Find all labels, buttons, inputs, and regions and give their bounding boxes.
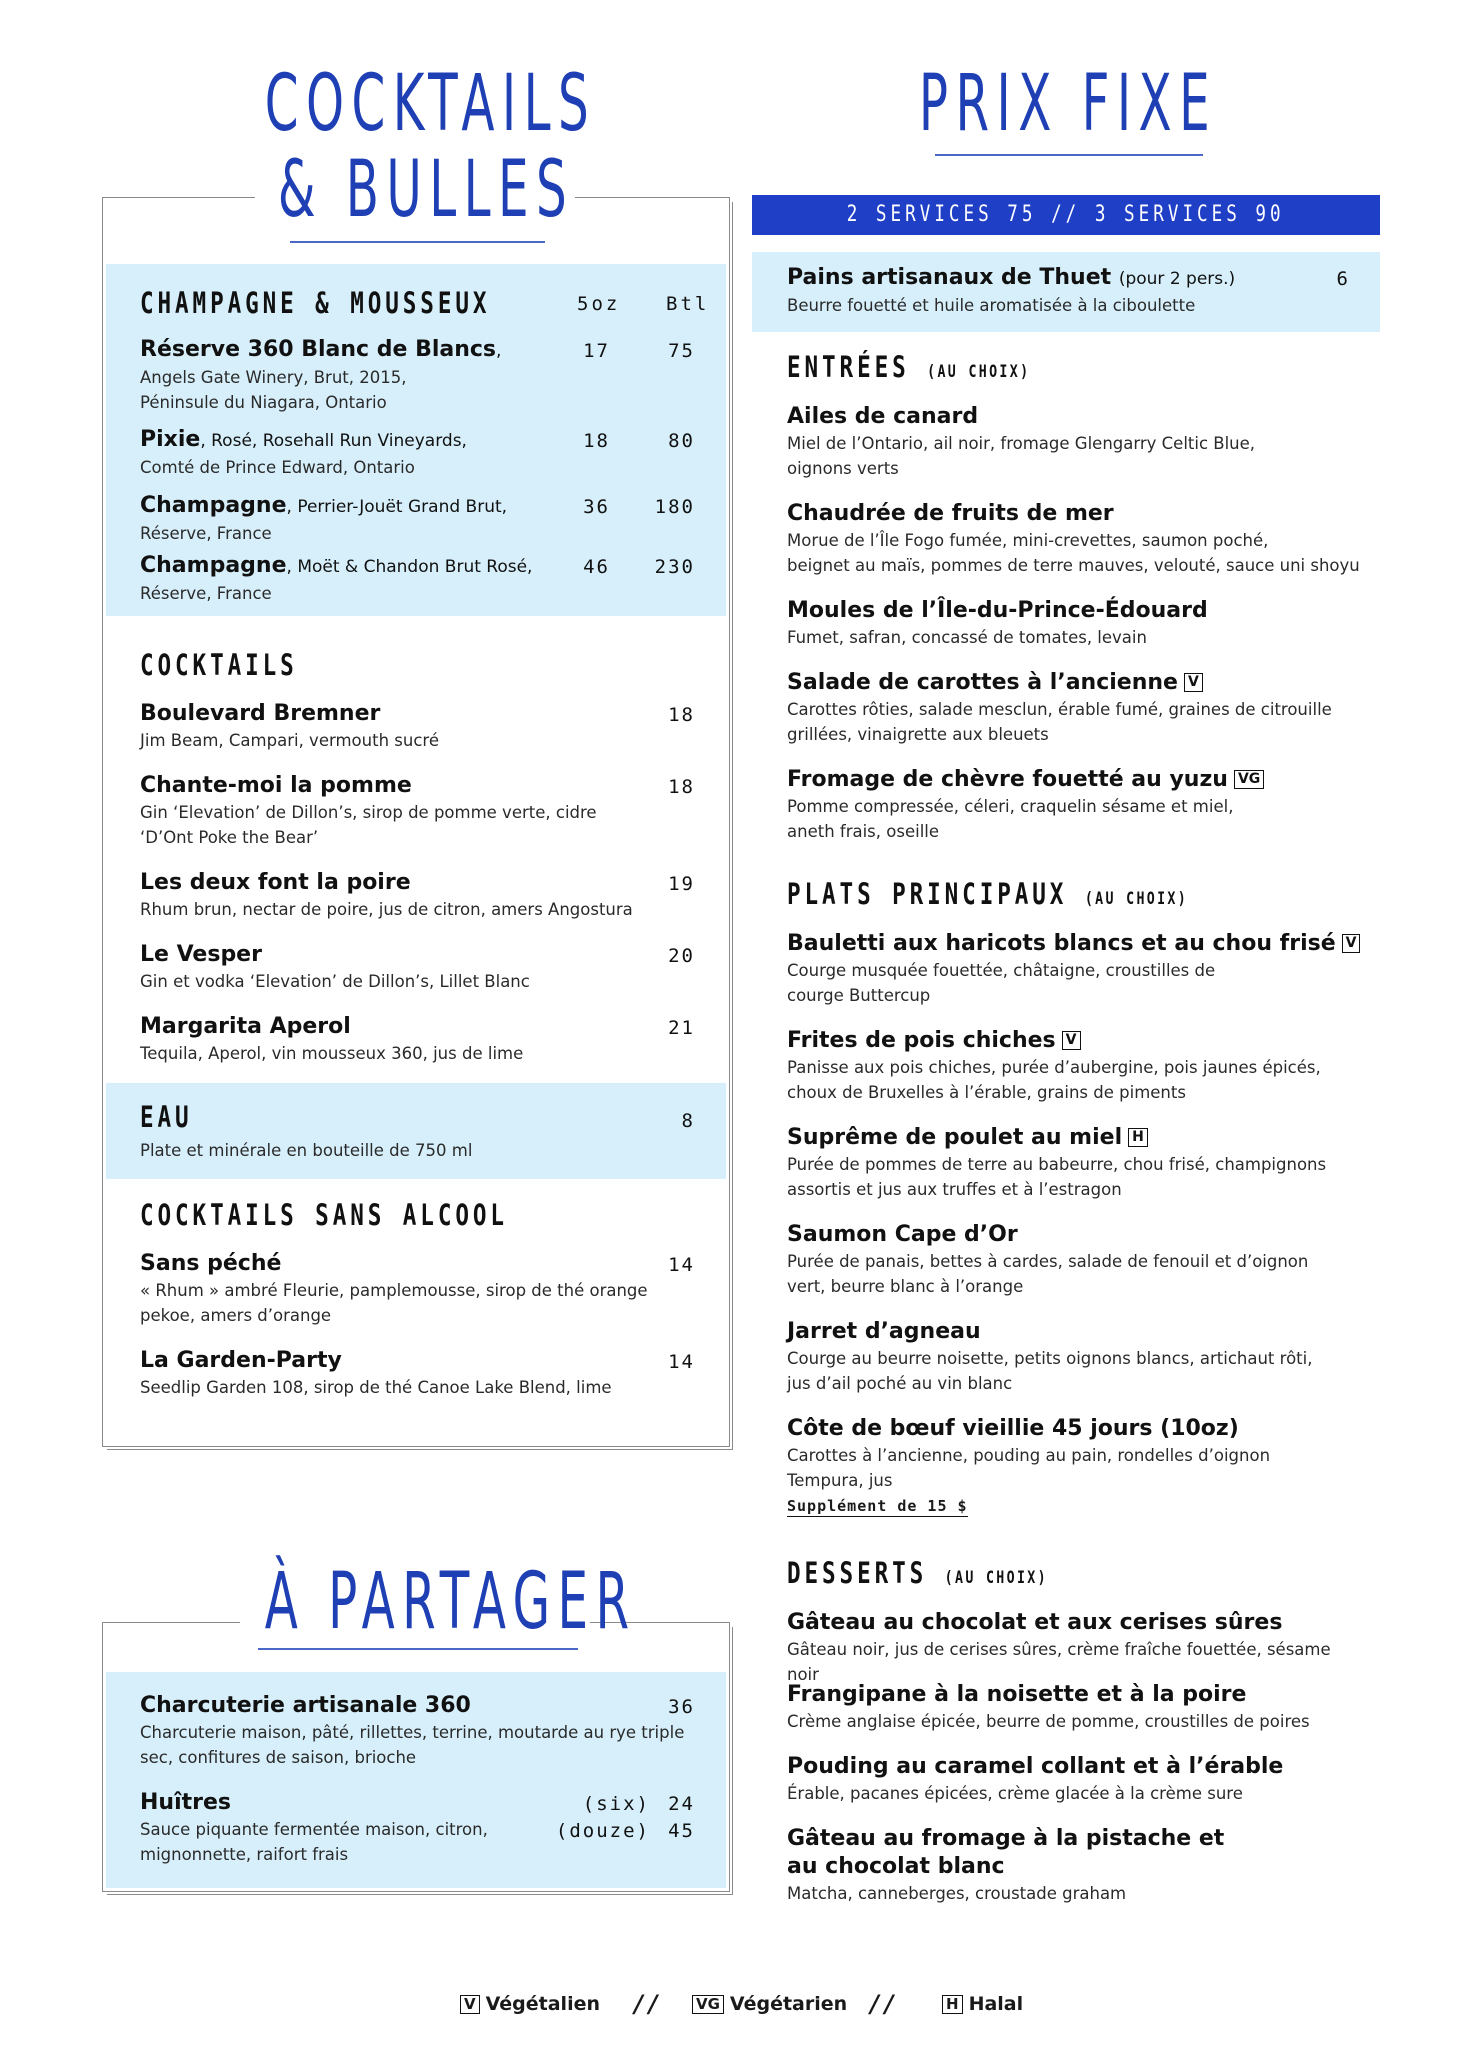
entree-item: Ailes de canard Miel de l’Ontario, ail noir, fromage Glengarry Celtic Blue, oignons verts: [787, 404, 1256, 478]
col-5oz: 5oz: [577, 293, 621, 315]
cocktail-item: Les deux font la poire Rhum brun, nectar de poire, jus de citron, amers Angostura: [140, 870, 633, 919]
vegan-badge: V: [1062, 1031, 1081, 1050]
bread-price: 6: [1336, 268, 1350, 290]
price-5oz: 36: [583, 496, 610, 518]
oyster-qty-douze: (douze): [555, 1820, 650, 1842]
plat-item: Jarret d’agneau Courge au beurre noisette, petits oignons blancs, artichaut rôti, jus d’ail poché au vin blanc: [787, 1319, 1313, 1393]
price-btl: 80: [668, 430, 695, 452]
plat-item: Bauletti aux haricots blancs et au chou frisé V Courge musquée fouettée, châtaigne, croustilles de courge Buttercup: [787, 930, 1367, 1008]
price-5oz: 17: [583, 340, 610, 362]
share-item: Charcuterie artisanale 360 Charcuterie maison, pâté, rillettes, terrine, moutarde au rye triple sec, confitures de saison, brioche: [140, 1693, 685, 1767]
oyster-price-six: 24: [668, 1793, 695, 1815]
cocktail-price: 21: [668, 1017, 695, 1039]
cocktail-price: 19: [668, 873, 695, 895]
legend-vegan-label: Végétalien: [485, 1993, 600, 2015]
oyster-qty-six: (six): [582, 1793, 650, 1815]
cocktail-item: Chante-moi la pomme Gin ‘Elevation’ de Dillon’s, sirop de pomme verte, cidre ‘D’Ont Poke the Bear’: [140, 773, 597, 847]
halal-badge: H: [1128, 1128, 1148, 1147]
legend-separator: //: [632, 1990, 661, 2018]
cocktails-title-line1: COCKTAILS: [264, 59, 597, 149]
dessert-item: Frangipane à la noisette et à la poire Crème anglaise épicée, beurre de pomme, croustilles de poires: [787, 1682, 1310, 1731]
cocktail-price: 20: [668, 945, 695, 967]
champagne-item: Réserve 360 Blanc de Blancs, Angels Gate Winery, Brut, 2015, Péninsule du Niagara, Ontario: [140, 337, 502, 412]
oyster-price-douze: 45: [668, 1820, 695, 1842]
halal-badge: H: [942, 1995, 963, 2014]
mocktail-price: 14: [668, 1254, 695, 1276]
dessert-item: Pouding au caramel collant et à l’érable Érable, pacanes épicées, crème glacée à la crème sure: [787, 1754, 1284, 1803]
entrees-heading: ENTRÉES (AU CHOIX): [787, 350, 1031, 384]
legend-vegetarian: [692, 1993, 847, 2015]
legend-separator: //: [868, 1990, 897, 2018]
cocktail-item: Le Vesper Gin et vodka ‘Elevation’ de Dillon’s, Lillet Blanc: [140, 942, 530, 991]
eau-band: [106, 1083, 726, 1179]
supplement-note: Supplément de 15 $: [787, 1497, 968, 1515]
mocktail-item: La Garden-Party Seedlip Garden 108, sirop de thé Canoe Lake Blend, lime: [140, 1348, 612, 1397]
sans-alcool-heading: COCKTAILS SANS ALCOOL: [140, 1198, 508, 1232]
plat-item: Frites de pois chiches V Panisse aux pois chiches, purée d’aubergine, pois jaunes épicés, choux de Bruxelles à l’érable, grains de piments: [787, 1028, 1321, 1102]
share-item: Huîtres Sauce piquante fermentée maison, citron, mignonnette, raifort frais: [140, 1790, 488, 1864]
prix-fixe-banner: [752, 195, 1380, 235]
bread-item: Pains artisanaux de Thuet (pour 2 pers.) Beurre fouetté et huile aromatisée à la ciboulette: [787, 265, 1236, 315]
vegan-badge: V: [1184, 673, 1203, 692]
cocktail-item: Boulevard Bremner Jim Beam, Campari, vermouth sucré: [140, 701, 439, 750]
prix-fixe-underline: [935, 154, 1203, 156]
plat-item: Saumon Cape d’Or Purée de panais, bettes à cardes, salade de fenouil et d’oignon vert, beurre blanc à l’orange: [787, 1222, 1309, 1296]
plat-item: Suprême de poulet au miel H Purée de pommes de terre au babeurre, chou frisé, champignons assortis et jus aux truffes et à l’estragon: [787, 1125, 1327, 1199]
vegan-badge: V: [1342, 934, 1361, 953]
dessert-item: Gâteau au chocolat et aux cerises sûres Gâteau noir, jus de cerises sûres, crème fraîche fouettée, sésame noir: [787, 1610, 1331, 1684]
champagne-item: Champagne, Moët & Chandon Brut Rosé, Réserve, France: [140, 553, 533, 603]
vegetarian-badge: VG: [692, 1995, 724, 2014]
plat-item: Côte de bœuf vieillie 45 jours (10oz) Carottes à l’ancienne, pouding au pain, rondelles d’oignon Tempura, jus: [787, 1416, 1271, 1490]
legend-halal: [942, 1993, 1023, 2015]
cocktails-title-line2: & BULLES: [277, 145, 575, 235]
entree-item: Fromage de chèvre fouetté au yuzu VG Pomme compressée, céleri, craquelin sésame et miel, aneth frais, oseille: [787, 766, 1367, 844]
cocktail-item: Margarita Aperol Tequila, Aperol, vin mousseux 360, jus de lime: [140, 1014, 524, 1063]
price-btl: 230: [654, 556, 695, 578]
dessert-item: Gâteau au fromage à la pistache et au chocolat blanc Matcha, canneberges, croustade graham: [787, 1826, 1225, 1903]
entree-item: Moules de l’Île-du-Prince-Édouard Fumet, safran, concassé de tomates, levain: [787, 598, 1208, 647]
champagne-heading: CHAMPAGNE & MOUSSEUX: [140, 286, 491, 320]
entree-item: Salade de carottes à l’ancienne V Carottes rôties, salade mesclun, érable fumé, graines de citrouille grillées, vinaigrette aux bleuets: [787, 670, 1332, 744]
cocktails-heading: COCKTAILS: [140, 648, 298, 682]
cocktails-title-underline: [290, 241, 545, 243]
price-5oz: 46: [583, 556, 610, 578]
col-btl: Btl: [666, 293, 710, 315]
share-price: 36: [668, 1696, 695, 1718]
eau-desc: Plate et minérale en bouteille de 750 ml: [140, 1141, 473, 1160]
banner-text: 2 SERVICES 75 // 3 SERVICES 90: [847, 202, 1285, 227]
cocktail-price: 18: [668, 776, 695, 798]
entree-item: Chaudrée de fruits de mer Morue de l’Île Fogo fumée, mini-crevettes, saumon poché, beignet au maïs, pommes de terre mauves, velouté, sauce uni shoyu: [787, 501, 1360, 575]
legend-vegan: [460, 1993, 600, 2015]
partager-title: À PARTAGER: [264, 1557, 637, 1647]
legend-halal-label: Halal: [968, 1993, 1024, 2015]
eau-price: 8: [681, 1110, 695, 1132]
partager-title-underline: [258, 1648, 578, 1650]
vegetarian-badge: VG: [1234, 770, 1264, 789]
cocktail-price: 18: [668, 704, 695, 726]
mocktail-price: 14: [668, 1351, 695, 1373]
plats-heading: PLATS PRINCIPAUX (AU CHOIX): [787, 877, 1189, 911]
champagne-item: Pixie, Rosé, Rosehall Run Vineyards, Comté de Prince Edward, Ontario: [140, 427, 467, 477]
legend-vegetarian-label: Végétarien: [729, 1993, 848, 2015]
price-btl: 75: [668, 340, 695, 362]
eau-heading: EAU: [140, 1100, 193, 1134]
champagne-item: Champagne, Perrier-Jouët Grand Brut, Réserve, France: [140, 493, 508, 543]
price-btl: 180: [654, 496, 695, 518]
mocktail-item: Sans péché « Rhum » ambré Fleurie, pamplemousse, sirop de thé orange pekoe, amers d’orange: [140, 1251, 648, 1325]
price-5oz: 18: [583, 430, 610, 452]
desserts-heading: DESSERTS (AU CHOIX): [787, 1556, 1048, 1590]
prix-fixe-title: PRIX FIXE: [918, 59, 1218, 149]
vegan-badge: V: [460, 1995, 480, 2014]
